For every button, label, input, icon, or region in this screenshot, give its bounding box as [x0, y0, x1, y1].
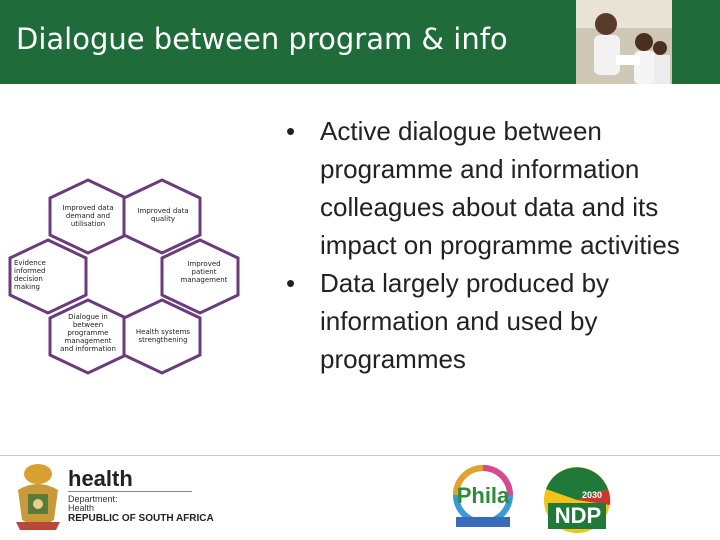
health-brand-text: health: [68, 466, 133, 491]
bullet-text: Active dialogue between programme and information colleagues about data and its impact on programme activities: [320, 116, 680, 260]
hex-label-n6: Health systems strengthening: [135, 328, 191, 344]
hex-label-n1: Improved data demand and utilisation: [62, 204, 114, 228]
hex-label-n4: Improved patient management: [180, 260, 228, 284]
bullet-dot-icon: •: [286, 116, 296, 146]
phila-text: Phila: [456, 483, 510, 508]
ndp-year: 2030: [582, 490, 603, 500]
ndp-logo: [536, 465, 618, 535]
ndp-text: NDP: [554, 503, 602, 528]
slide-title: Dialogue between program & info: [16, 22, 508, 56]
footer-divider: [0, 455, 720, 456]
dept-line-1: Department:: [68, 494, 118, 504]
phila-logo: [440, 465, 526, 531]
bullet-dot-icon: •: [286, 268, 296, 298]
bullet-item: [286, 264, 716, 378]
hex-label-n3: Evidence informed decision making: [14, 259, 46, 291]
dept-line-2: Health: [68, 503, 95, 513]
hex-label-n2: Improved data quality: [137, 207, 189, 223]
bullet-item: [286, 112, 716, 264]
logo-rule: [68, 491, 192, 492]
coat-of-arms-icon: [10, 460, 66, 532]
bullet-text: Data largely produced by information and used by programmes: [320, 268, 610, 374]
bullet-list: [286, 112, 716, 378]
hex-label-n5: Dialogue in between programme management and information: [60, 313, 116, 353]
rsa-line: REPUBLIC OF SOUTH AFRICA: [68, 513, 214, 524]
